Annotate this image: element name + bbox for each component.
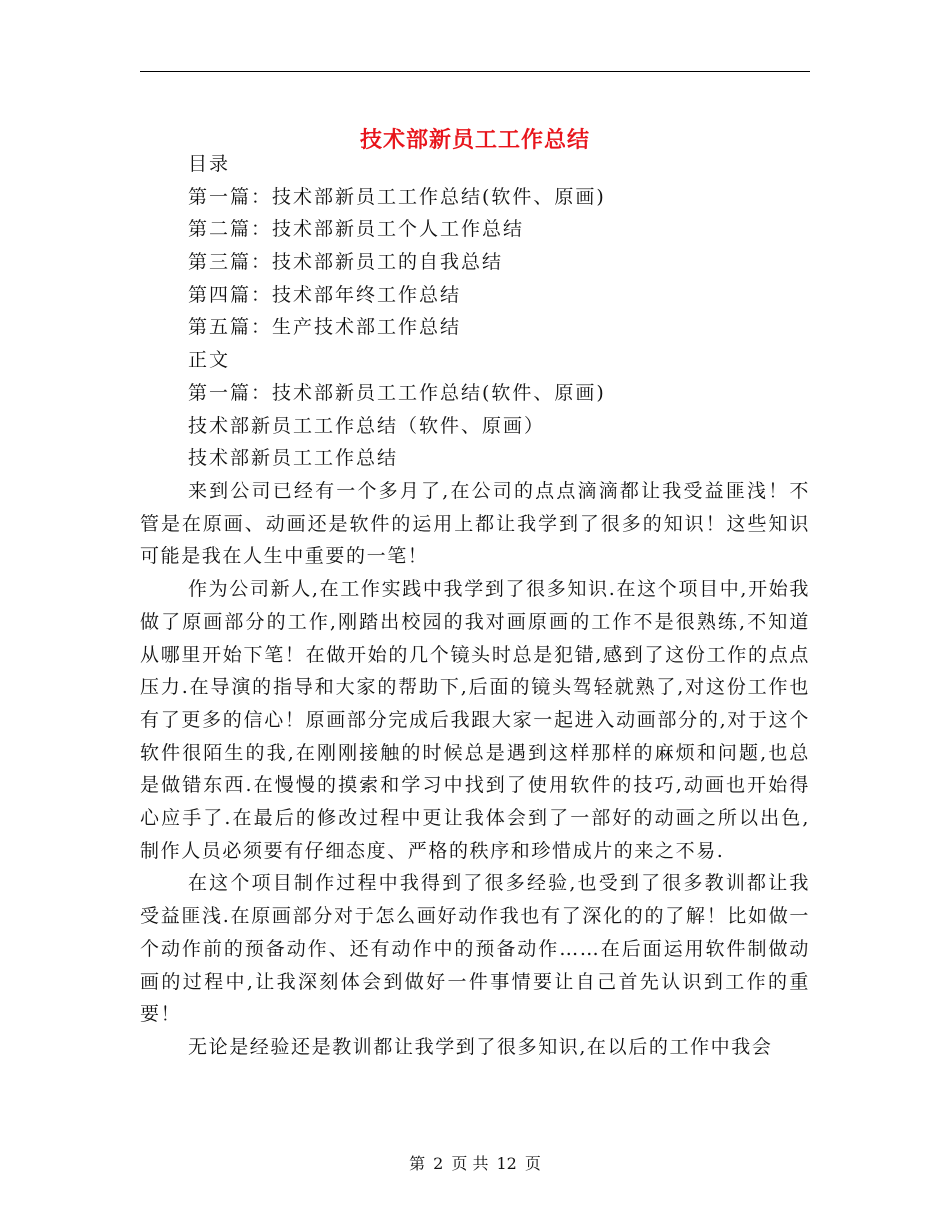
outline-item: 第四篇：技术部年终工作总结 [188,283,462,306]
page-mid: 页 共 [451,1154,489,1173]
paragraph: 来到公司已经有一个多月了,在公司的点点滴滴都让我受益匪浅！不管是在原画、动画还是软件的运用上都让我学到了很多的知识！这些知识可能是我在人生中重要的一笔！ [140,480,810,568]
outline-list [188,148,810,475]
article-subtitle: 技术部新员工工作总结 [188,447,399,470]
page-footer [0,1152,950,1176]
document-title: 技术部新员工工作总结 [359,126,590,153]
article-title: 技术部新员工工作总结（软件、原画） [188,414,546,437]
outline-item: 第一篇：技术部新员工工作总结(软件、原画) [188,185,606,208]
outline-item: 第三篇：技术部新员工的自我总结 [188,251,504,274]
outline-item: 第五篇：生产技术部工作总结 [188,316,462,339]
section-heading: 第一篇：技术部新员工工作总结(软件、原画) [188,381,606,404]
body-text [140,475,810,1064]
paragraph: 无论是经验还是教训都让我学到了很多知识,在以后的工作中我会 [188,1035,773,1058]
page-total: 12 [496,1154,517,1173]
page-prefix: 第 [409,1154,426,1173]
paragraph: 作为公司新人,在工作实践中我学到了很多知识.在这个项目中,开始我做了原画部分的工作,刚踏出校园的我对画原画的工作不是很熟练,不知道从哪里开始下笔！在做开始的几个镜头时总是犯错,感到了这份工作的点点压力.在导演的指导和大家的帮助下,后面的镜头驾轻就熟了,对这份工作也有了更多的信心！原画部分完成后我跟大家一起进入动画部分的,对于这个软件很陌生的我,在刚刚接触的时候总是遇到这样那样的麻烦和问题,也总是做错东西.在慢慢的摸索和学习中找到了使用软件的技巧,动画也开始得心应手了.在最后的修改过程中更让我体会到了一部好的动画之所以出色,制作人员必须要有仔细态度、严格的秩序和珍惜成片的来之不易. [140,578,810,862]
outline-item: 第二篇：技术部新员工个人工作总结 [188,218,525,241]
paragraph: 在这个项目制作过程中我得到了很多经验,也受到了很多教训都让我受益匪浅.在原画部分对于怎么画好动作我也有了深化的的了解！比如做一个动作前的预备动作、还有动作中的预备动作……在后面运用软件制做动画的过程中,让我深刻体会到做好一件事情要让自己首先认识到工作的重要！ [140,872,810,1026]
body-heading: 正文 [188,349,231,372]
page-suffix: 页 [524,1154,541,1173]
outline-heading: 目录 [188,153,231,175]
page-current: 2 [433,1154,444,1173]
header-rule [140,71,810,72]
